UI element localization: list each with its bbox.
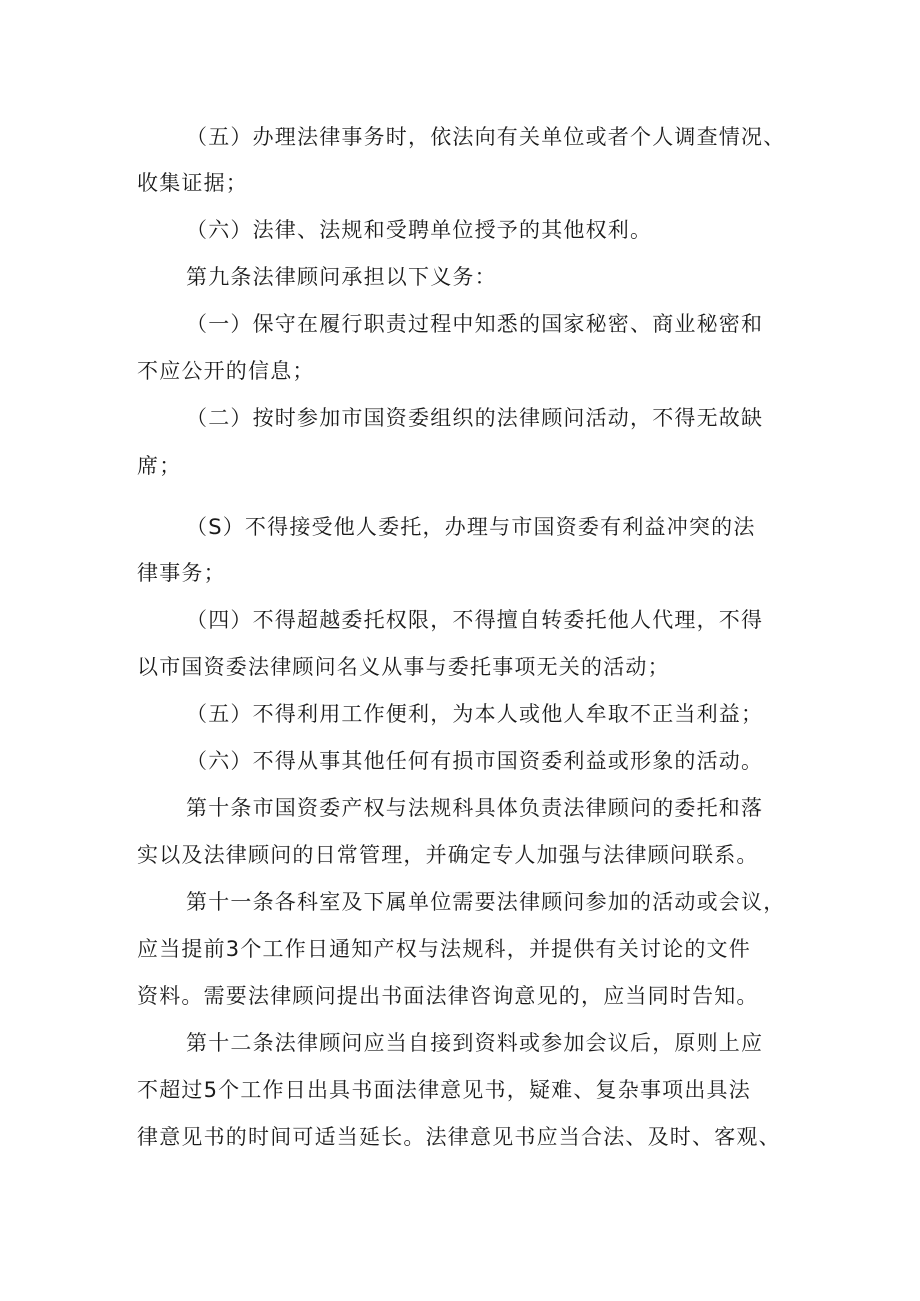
paragraph-line: 应当提前3个工作日通知产权与法规科，并提供有关讨论的文件 bbox=[137, 937, 751, 961]
paragraph-line: 律事务； bbox=[137, 561, 226, 585]
paragraph-line: （五）不得利用工作便利，为本人或他人牟取不正当利益； bbox=[186, 702, 764, 726]
paragraph-line: 不超过5个工作日出具书面法律意见书，疑难、复杂事项出具法 bbox=[137, 1078, 751, 1102]
paragraph-line: （六）法律、法规和受聘单位授予的其他权利。 bbox=[186, 218, 653, 242]
paragraph-line: （四）不得超越委托权限，不得擅自转委托他人代理，不得 bbox=[186, 608, 764, 632]
paragraph-line: 席； bbox=[137, 454, 182, 478]
paragraph-line: 第十二条法律顾问应当自接到资料或参加会议后，原则上应 bbox=[186, 1031, 764, 1055]
paragraph-line: 不应公开的信息； bbox=[137, 359, 315, 383]
paragraph-line: 收集证据； bbox=[137, 171, 248, 195]
paragraph-line: 第十一条各科室及下属单位需要法律顾问参加的活动或会议， bbox=[186, 890, 786, 914]
paragraph-line: 律意见书的时间可适当延长。法律意见书应当合法、及时、客观、 bbox=[137, 1125, 781, 1149]
paragraph-line: （五）办理法律事务时，依法向有关单位或者个人调查情况、 bbox=[186, 125, 786, 149]
paragraph-line: （二）按时参加市国资委组织的法律顾问活动，不得无故缺 bbox=[186, 406, 764, 430]
paragraph-line: 实以及法律顾问的日常管理，并确定专人加强与法律顾问联系。 bbox=[137, 843, 759, 867]
paragraph-line: 以市国资委法律顾问名义从事与委托事项无关的活动； bbox=[137, 655, 670, 679]
paragraph-line: （六）不得从事其他任何有损市国资委利益或形象的活动。 bbox=[186, 749, 764, 773]
paragraph-line: （一）保守在履行职责过程中知悉的国家秘密、商业秘密和 bbox=[186, 312, 764, 336]
paragraph-line: 第十条市国资委产权与法规科具体负责法律顾问的委托和落 bbox=[186, 796, 764, 820]
paragraph-line: 资料。需要法律顾问提出书面法律咨询意见的，应当同时告知。 bbox=[137, 984, 759, 1008]
section-heading: 第九条法律顾问承担以下义务： bbox=[186, 265, 497, 289]
paragraph-line: （S）不得接受他人委托，办理与市国资委有利益冲突的法 bbox=[186, 515, 756, 539]
